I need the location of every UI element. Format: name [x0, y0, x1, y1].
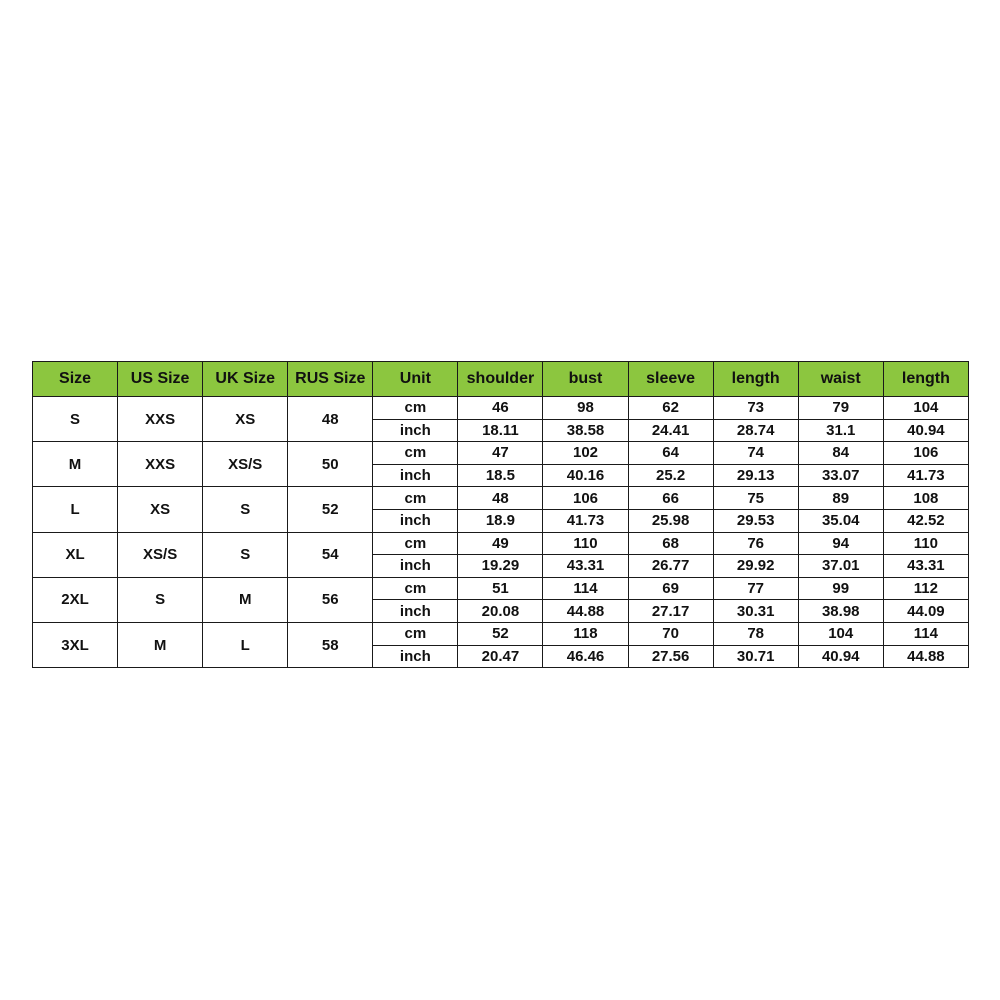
measurement-cell: 40.16	[543, 464, 628, 487]
measurement-cell: 29.13	[713, 464, 798, 487]
column-header: Unit	[373, 362, 458, 397]
measurement-cell: 68	[628, 532, 713, 555]
measurement-cell: 40.94	[883, 419, 968, 442]
table-row	[33, 442, 969, 465]
measurement-cell: 110	[883, 532, 968, 555]
size-cell: 3XL	[33, 622, 118, 667]
column-header: sleeve	[628, 362, 713, 397]
unit-cell: cm	[373, 577, 458, 600]
measurement-cell: 46	[458, 397, 543, 420]
measurement-cell: 110	[543, 532, 628, 555]
measurement-cell: 51	[458, 577, 543, 600]
unit-cell: inch	[373, 419, 458, 442]
measurement-cell: 18.5	[458, 464, 543, 487]
measurement-cell: 104	[883, 397, 968, 420]
us-size-cell: XXS	[118, 397, 203, 442]
measurement-cell: 106	[543, 487, 628, 510]
unit-cell: cm	[373, 397, 458, 420]
measurement-cell: 114	[543, 577, 628, 600]
measurement-cell: 49	[458, 532, 543, 555]
measurement-cell: 38.58	[543, 419, 628, 442]
measurement-cell: 84	[798, 442, 883, 465]
measurement-cell: 37.01	[798, 555, 883, 578]
measurement-cell: 118	[543, 622, 628, 645]
table-row	[33, 532, 969, 555]
measurement-cell: 44.88	[543, 600, 628, 623]
uk-size-cell: L	[203, 622, 288, 667]
measurement-cell: 27.56	[628, 645, 713, 668]
unit-cell: cm	[373, 442, 458, 465]
size-cell: L	[33, 487, 118, 532]
size-chart-table	[32, 361, 969, 668]
measurement-cell: 47	[458, 442, 543, 465]
measurement-cell: 99	[798, 577, 883, 600]
size-cell: S	[33, 397, 118, 442]
table-row	[33, 577, 969, 600]
size-cell: 2XL	[33, 577, 118, 622]
measurement-cell: 20.08	[458, 600, 543, 623]
unit-cell: inch	[373, 509, 458, 532]
measurement-cell: 42.52	[883, 509, 968, 532]
unit-cell: inch	[373, 645, 458, 668]
measurement-cell: 43.31	[543, 555, 628, 578]
measurement-cell: 75	[713, 487, 798, 510]
table-row	[33, 622, 969, 645]
measurement-cell: 35.04	[798, 509, 883, 532]
measurement-cell: 102	[543, 442, 628, 465]
measurement-cell: 104	[798, 622, 883, 645]
measurement-cell: 28.74	[713, 419, 798, 442]
measurement-cell: 64	[628, 442, 713, 465]
rus-size-cell: 58	[288, 622, 373, 667]
uk-size-cell: XS/S	[203, 442, 288, 487]
us-size-cell: M	[118, 622, 203, 667]
measurement-cell: 73	[713, 397, 798, 420]
measurement-cell: 112	[883, 577, 968, 600]
unit-cell: cm	[373, 532, 458, 555]
table-body	[33, 397, 969, 668]
measurement-cell: 44.09	[883, 600, 968, 623]
measurement-cell: 89	[798, 487, 883, 510]
measurement-cell: 29.92	[713, 555, 798, 578]
measurement-cell: 18.11	[458, 419, 543, 442]
measurement-cell: 78	[713, 622, 798, 645]
measurement-cell: 31.1	[798, 419, 883, 442]
size-cell: M	[33, 442, 118, 487]
measurement-cell: 77	[713, 577, 798, 600]
measurement-cell: 46.46	[543, 645, 628, 668]
measurement-cell: 38.98	[798, 600, 883, 623]
measurement-cell: 20.47	[458, 645, 543, 668]
rus-size-cell: 50	[288, 442, 373, 487]
unit-cell: inch	[373, 464, 458, 487]
table-row	[33, 397, 969, 420]
us-size-cell: S	[118, 577, 203, 622]
measurement-cell: 26.77	[628, 555, 713, 578]
column-header: length	[883, 362, 968, 397]
measurement-cell: 76	[713, 532, 798, 555]
measurement-cell: 30.31	[713, 600, 798, 623]
rus-size-cell: 52	[288, 487, 373, 532]
us-size-cell: XXS	[118, 442, 203, 487]
measurement-cell: 48	[458, 487, 543, 510]
size-cell: XL	[33, 532, 118, 577]
measurement-cell: 79	[798, 397, 883, 420]
rus-size-cell: 48	[288, 397, 373, 442]
measurement-cell: 30.71	[713, 645, 798, 668]
measurement-cell: 25.2	[628, 464, 713, 487]
uk-size-cell: XS	[203, 397, 288, 442]
measurement-cell: 69	[628, 577, 713, 600]
measurement-cell: 94	[798, 532, 883, 555]
measurement-cell: 70	[628, 622, 713, 645]
measurement-cell: 66	[628, 487, 713, 510]
uk-size-cell: S	[203, 532, 288, 577]
column-header: RUS Size	[288, 362, 373, 397]
measurement-cell: 33.07	[798, 464, 883, 487]
measurement-cell: 24.41	[628, 419, 713, 442]
table-row	[33, 487, 969, 510]
column-header: shoulder	[458, 362, 543, 397]
measurement-cell: 27.17	[628, 600, 713, 623]
uk-size-cell: M	[203, 577, 288, 622]
measurement-cell: 98	[543, 397, 628, 420]
measurement-cell: 40.94	[798, 645, 883, 668]
uk-size-cell: S	[203, 487, 288, 532]
measurement-cell: 44.88	[883, 645, 968, 668]
measurement-cell: 106	[883, 442, 968, 465]
measurement-cell: 25.98	[628, 509, 713, 532]
table-header-row	[33, 362, 969, 397]
rus-size-cell: 54	[288, 532, 373, 577]
measurement-cell: 114	[883, 622, 968, 645]
column-header: US Size	[118, 362, 203, 397]
column-header: length	[713, 362, 798, 397]
measurement-cell: 52	[458, 622, 543, 645]
column-header: Size	[33, 362, 118, 397]
measurement-cell: 41.73	[543, 509, 628, 532]
measurement-cell: 18.9	[458, 509, 543, 532]
measurement-cell: 41.73	[883, 464, 968, 487]
unit-cell: inch	[373, 600, 458, 623]
unit-cell: cm	[373, 487, 458, 510]
measurement-cell: 108	[883, 487, 968, 510]
measurement-cell: 62	[628, 397, 713, 420]
rus-size-cell: 56	[288, 577, 373, 622]
measurement-cell: 19.29	[458, 555, 543, 578]
unit-cell: cm	[373, 622, 458, 645]
unit-cell: inch	[373, 555, 458, 578]
column-header: bust	[543, 362, 628, 397]
us-size-cell: XS	[118, 487, 203, 532]
measurement-cell: 43.31	[883, 555, 968, 578]
column-header: waist	[798, 362, 883, 397]
us-size-cell: XS/S	[118, 532, 203, 577]
column-header: UK Size	[203, 362, 288, 397]
measurement-cell: 29.53	[713, 509, 798, 532]
measurement-cell: 74	[713, 442, 798, 465]
